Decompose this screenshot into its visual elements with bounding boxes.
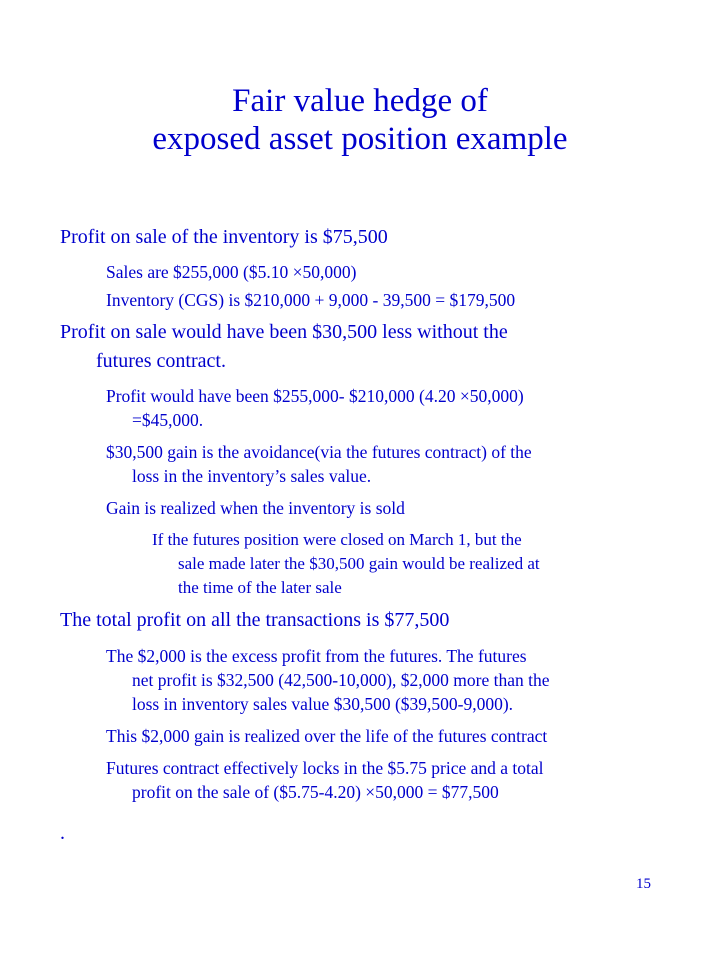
trailing-dot: . <box>60 822 65 844</box>
sub-bullet-gain-avoidance: $30,500 gain is the avoidance(via the futures contract) of the <box>106 442 532 462</box>
sub-bullet-excess-profit: The $2,000 is the excess profit from the futures. The futures <box>106 646 527 666</box>
sub-sub-bullet-futures-closed-cont1: sale made later the $30,500 gain would be realized at <box>178 554 540 573</box>
bullet-total-profit: The total profit on all the transactions is $77,500 <box>60 609 450 631</box>
title-line-1: Fair value hedge of <box>232 83 488 119</box>
sub-bullet-excess-profit-cont1: net profit is $32,500 (42,500-10,000), $2,000 more than the <box>132 670 550 690</box>
sub-sub-bullet-futures-closed-cont2: the time of the later sale <box>178 578 342 597</box>
sub-bullet-gain-over-life: This $2,000 gain is realized over the life of the futures contract <box>106 726 548 746</box>
sub-sub-bullet-futures-closed: If the futures position were closed on March 1, but the <box>152 530 522 549</box>
sub-bullet-excess-profit-cont2: loss in inventory sales value $30,500 ($39,500-9,000). <box>132 694 514 714</box>
page-number: 15 <box>636 876 651 892</box>
sub-bullet-profit-would-have-been: Profit would have been $255,000- $210,000 (4.20 ×50,000) <box>106 386 524 406</box>
sub-bullet-gain-realized: Gain is realized when the inventory is sold <box>106 498 405 518</box>
sub-bullet-locks-in-price-cont: profit on the sale of ($5.75-4.20) ×50,000 = $77,500 <box>132 782 499 802</box>
bullet-profit-less: Profit on sale would have been $30,500 less without the <box>60 321 508 343</box>
sub-bullet-gain-avoidance-cont: loss in the inventory’s sales value. <box>132 466 372 486</box>
slide-title <box>0 82 720 158</box>
sub-bullet-locks-in-price: Futures contract effectively locks in the $5.75 price and a total <box>106 758 544 778</box>
sub-bullet-sales: Sales are $255,000 ($5.10 ×50,000) <box>106 262 357 282</box>
sub-bullet-profit-would-have-been-cont: =$45,000. <box>132 410 204 430</box>
title-line-2: exposed asset position example <box>152 121 568 157</box>
bullet-profit-on-sale: Profit on sale of the inventory is $75,500 <box>60 226 388 248</box>
bullet-profit-less-cont: futures contract. <box>96 350 226 372</box>
sub-bullet-inventory-cgs: Inventory (CGS) is $210,000 + 9,000 - 39,500 = $179,500 <box>106 290 516 310</box>
